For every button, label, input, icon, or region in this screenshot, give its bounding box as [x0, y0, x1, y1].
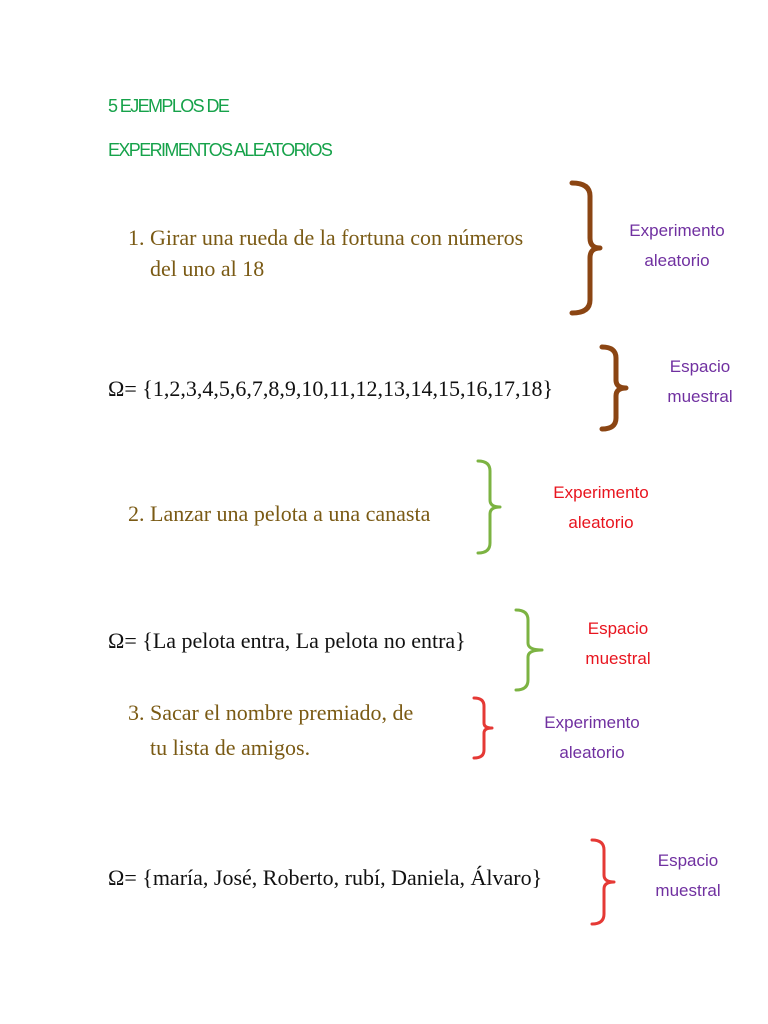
label-experiment-1-line-1: Experimento: [629, 221, 725, 240]
experiment-2-number: 2.: [128, 501, 145, 526]
brace-experiment-2: [474, 459, 514, 557]
title-line-2: EXPERIMENTOS ALEATORIOS: [108, 140, 332, 160]
label-sample-1-line-1: Espacio: [669, 357, 731, 376]
label-sample-1-line-2: muestral: [667, 387, 733, 406]
experiment-1-line-1: Girar una rueda de la fortuna con números: [150, 225, 524, 250]
label-sample-3-line-1: Espacio: [657, 851, 719, 870]
label-experiment-2: [532, 478, 670, 538]
brace-experiment-3: [470, 696, 502, 764]
experiment-2-line-1: Lanzar una pelota a una canasta: [150, 501, 431, 526]
brace-sample-3: [588, 838, 624, 928]
label-sample-2-line-2: muestral: [585, 649, 651, 668]
brace-sample-1: [596, 344, 636, 432]
label-experiment-1: [612, 216, 742, 276]
experiment-1-line-2: del uno al 18: [150, 256, 265, 281]
sample-space-2: Ω= {La pelota entra, La pelota no entra}: [108, 628, 466, 653]
label-experiment-1-line-2: aleatorio: [644, 251, 710, 270]
label-sample-3-line-2: muestral: [655, 881, 721, 900]
brace-experiment-1: [560, 180, 608, 316]
title-line-1: 5 EJEMPLOS DE: [108, 96, 229, 116]
label-sample-1: [650, 352, 750, 412]
experiment-1-number: 1.: [128, 225, 145, 250]
brace-sample-2: [512, 608, 552, 694]
label-experiment-2-line-1: Experimento: [553, 483, 649, 502]
label-experiment-3: [524, 708, 660, 768]
experiment-3: [128, 697, 413, 763]
sample-space-1: Ω= {1,2,3,4,5,6,7,8,9,10,11,12,13,14,15,16,17,18}: [108, 376, 554, 401]
experiment-1: [128, 222, 523, 284]
label-experiment-2-line-2: aleatorio: [568, 513, 634, 532]
label-sample-2: [564, 614, 672, 674]
experiment-3-line-1: Sacar el nombre premiado, de: [150, 700, 414, 725]
experiment-2: [128, 498, 430, 529]
sample-space-3: Ω= {maría, José, Roberto, rubí, Daniela, Álvaro}: [108, 865, 543, 890]
label-experiment-3-line-2: aleatorio: [559, 743, 625, 762]
experiment-3-line-2: tu lista de amigos.: [150, 735, 311, 760]
label-sample-3: [638, 846, 738, 906]
experiment-3-number: 3.: [128, 700, 145, 725]
label-sample-2-line-1: Espacio: [587, 619, 649, 638]
label-experiment-3-line-1: Experimento: [544, 713, 640, 732]
